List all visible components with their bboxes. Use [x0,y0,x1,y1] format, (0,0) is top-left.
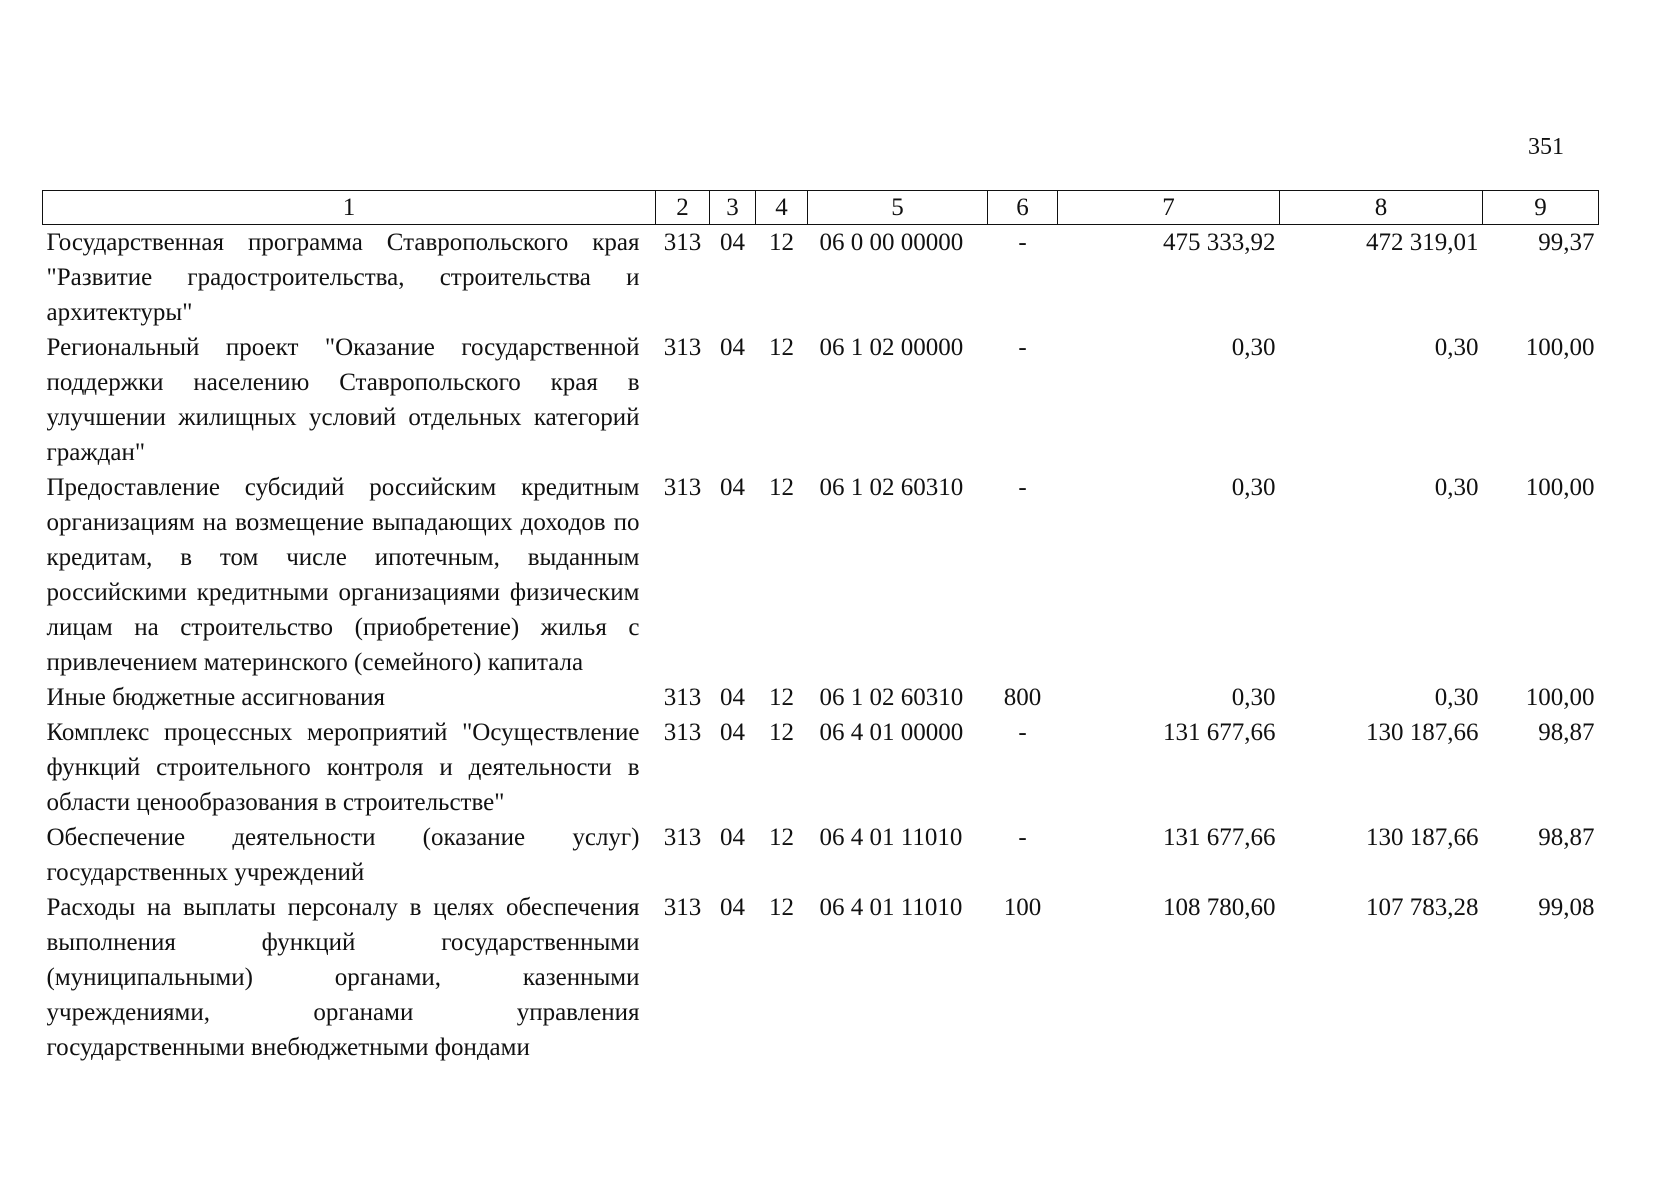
expense-type-cell: - [1018,334,1027,361]
target-article-cell: 06 4 01 00000 [819,719,964,746]
table-row [43,820,1599,890]
planned-amount-cell: 0,30 [1231,684,1276,711]
target-article-cell: 06 0 00 00000 [819,229,964,256]
expense-type-cell: - [1018,824,1027,851]
expense-type-cell: - [1018,229,1027,256]
column-header-1: 1 [43,191,656,225]
column-header-9: 9 [1483,191,1599,225]
section-cell: 04 [720,229,745,256]
actual-amount-cell: 130 187,66 [1366,719,1479,746]
percent-cell: 99,37 [1538,229,1595,256]
row-name-cell: Предоставление субсидий российским кредитным организациям на возмещение выпадающих доходов по кредитам, в том числе ипотечным, выданным российскими кредитными организациями физическим лицам на строительство (приобретение) жилья с привлечением материнского (семейного) капитала [46,474,640,676]
actual-amount-cell: 0,30 [1434,334,1479,361]
column-header-3: 3 [710,191,756,225]
percent-cell: 99,08 [1538,894,1595,921]
planned-amount-cell: 108 780,60 [1163,894,1276,921]
budget-table [42,190,1599,1065]
column-header-6: 6 [988,191,1058,225]
row-name-cell: Комплекс процессных мероприятий "Осуществление функций строительного контроля и деятельности в области ценообразования в строительстве" [46,719,640,816]
page-number: 351 [1528,134,1564,160]
planned-amount-cell: 0,30 [1231,474,1276,501]
header-row [43,191,1599,225]
subsection-cell: 12 [769,684,794,711]
section-cell: 04 [720,334,745,361]
percent-cell: 98,87 [1538,719,1595,746]
planned-amount-cell: 131 677,66 [1163,719,1276,746]
subsection-cell: 12 [769,824,794,851]
table-row [43,680,1599,715]
subsection-cell: 12 [769,894,794,921]
code-cell: 313 [663,894,702,921]
target-article-cell: 06 1 02 60310 [819,474,964,501]
code-cell: 313 [663,474,702,501]
percent-cell: 98,87 [1538,824,1595,851]
section-cell: 04 [720,684,745,711]
section-cell: 04 [720,894,745,921]
row-name-cell: Региональный проект "Оказание государственной поддержки населению Ставропольского края в улучшении жилищных условий отдельных категорий граждан" [46,334,640,466]
subsection-cell: 12 [769,334,794,361]
target-article-cell: 06 1 02 00000 [819,334,964,361]
column-header-5: 5 [808,191,988,225]
expense-type-cell: 800 [1003,684,1042,711]
code-cell: 313 [663,719,702,746]
expense-type-cell: - [1018,719,1027,746]
table-row [43,470,1599,680]
table-row [43,225,1599,331]
row-name-cell: Обеспечение деятельности (оказание услуг) государственных учреждений [46,824,640,886]
code-cell: 313 [663,684,702,711]
actual-amount-cell: 0,30 [1434,684,1479,711]
actual-amount-cell: 0,30 [1434,474,1479,501]
row-name-cell: Расходы на выплаты персоналу в целях обеспечения выполнения функций государственными (муниципальными) органами, казенными учреждениями, органами управления государственными внебюджетными фондами [46,894,640,1061]
planned-amount-cell: 0,30 [1231,334,1276,361]
column-header-8: 8 [1280,191,1483,225]
percent-cell: 100,00 [1525,334,1595,361]
table-row [43,330,1599,470]
code-cell: 313 [663,824,702,851]
percent-cell: 100,00 [1525,684,1595,711]
row-name-cell: Государственная программа Ставропольского края "Развитие градостроительства, строительства и архитектуры" [46,229,640,326]
expense-type-cell: - [1018,474,1027,501]
column-header-7: 7 [1058,191,1280,225]
table-row [43,890,1599,1065]
expense-type-cell: 100 [1003,894,1042,921]
column-header-2: 2 [656,191,710,225]
target-article-cell: 06 1 02 60310 [819,684,964,711]
percent-cell: 100,00 [1525,474,1595,501]
planned-amount-cell: 131 677,66 [1163,824,1276,851]
target-article-cell: 06 4 01 11010 [819,824,963,851]
row-name-cell: Иные бюджетные ассигнования [46,684,386,711]
planned-amount-cell: 475 333,92 [1163,229,1276,256]
actual-amount-cell: 130 187,66 [1366,824,1479,851]
actual-amount-cell: 472 319,01 [1366,229,1479,256]
table-row [43,715,1599,820]
subsection-cell: 12 [769,474,794,501]
column-header-4: 4 [756,191,808,225]
code-cell: 313 [663,334,702,361]
subsection-cell: 12 [769,719,794,746]
section-cell: 04 [720,719,745,746]
code-cell: 313 [663,229,702,256]
subsection-cell: 12 [769,229,794,256]
actual-amount-cell: 107 783,28 [1366,894,1479,921]
section-cell: 04 [720,474,745,501]
section-cell: 04 [720,824,745,851]
target-article-cell: 06 4 01 11010 [819,894,963,921]
